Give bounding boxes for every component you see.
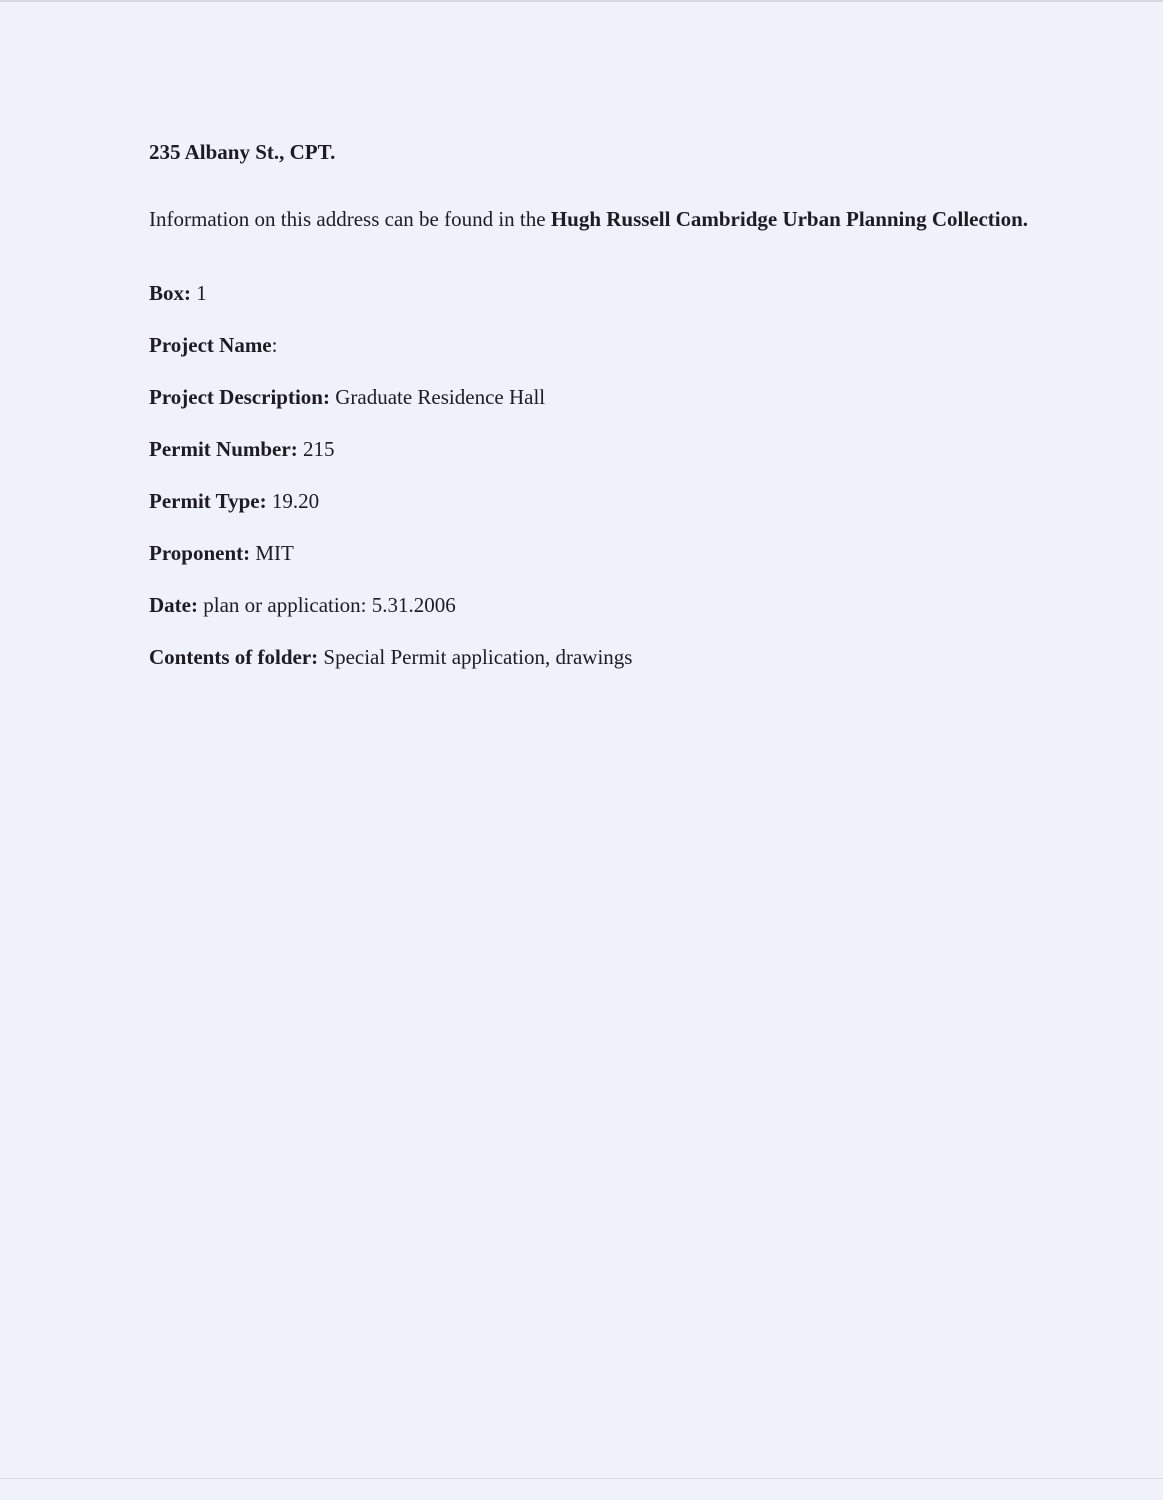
page-bottom-edge <box>0 1478 1163 1479</box>
field-permit-number <box>149 435 1029 463</box>
field-value: Special Permit application, drawings <box>318 645 633 669</box>
intro-text: Information on this address can be found in the <box>149 207 551 231</box>
field-label: Project Name <box>149 333 272 357</box>
field-date <box>149 591 1029 619</box>
collection-name: Hugh Russell Cambridge Urban Planning Collection. <box>550 207 1029 231</box>
field-value: plan or application: 5.31.2006 <box>197 593 456 617</box>
field-label: Project Description: <box>149 385 330 409</box>
field-proponent <box>149 539 1029 567</box>
field-label: Permit Type: <box>149 489 267 513</box>
field-value: 19.20 <box>266 489 320 513</box>
field-value: MIT <box>250 541 294 565</box>
field-permit-type <box>149 487 1029 515</box>
field-value: 1 <box>191 281 207 305</box>
page-top-edge <box>0 0 1163 2</box>
field-box <box>149 279 1029 307</box>
record-fields <box>149 279 1029 671</box>
field-value: 215 <box>297 437 335 461</box>
field-contents-of-folder <box>149 643 1029 671</box>
document-content <box>149 138 1029 695</box>
field-value: : <box>271 333 278 357</box>
field-label: Date: <box>149 593 198 617</box>
field-label: Box: <box>149 281 191 305</box>
field-project-description <box>149 383 1029 411</box>
field-label: Proponent: <box>149 541 251 565</box>
field-label: Permit Number: <box>149 437 298 461</box>
field-value: Graduate Residence Hall <box>329 385 546 409</box>
intro-paragraph <box>149 206 1029 232</box>
field-project-name <box>149 331 1029 359</box>
field-label: Contents of folder: <box>149 645 319 669</box>
address-title: 235 Albany St., CPT. <box>149 140 336 164</box>
